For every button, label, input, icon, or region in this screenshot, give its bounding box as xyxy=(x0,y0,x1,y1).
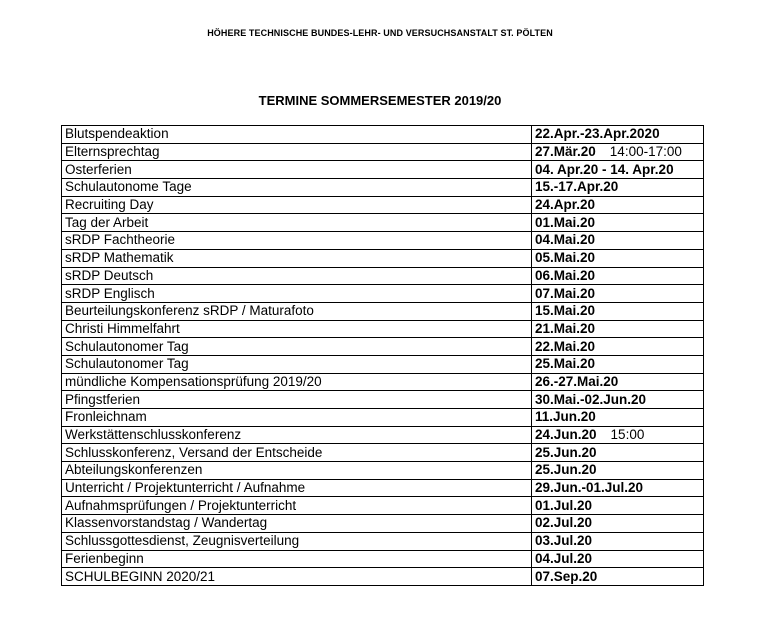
date-cell xyxy=(532,126,704,144)
event-cell: Aufnahmsprüfungen / Projektunterricht xyxy=(62,497,532,515)
date-value: 04. Apr.20 - 14. Apr.20 xyxy=(535,161,674,177)
table-row xyxy=(62,267,704,285)
date-cell xyxy=(532,462,704,480)
date-value: 25.Mai.20 xyxy=(535,356,596,372)
event-cell: Ferienbeginn xyxy=(62,550,532,568)
date-value: 07.Mai.20 xyxy=(535,285,596,301)
table-row xyxy=(62,126,704,144)
date-value: 15.-17.Apr.20 xyxy=(535,179,619,195)
date-cell xyxy=(532,426,704,444)
event-cell: Elternsprechtag xyxy=(62,143,532,161)
event-cell: mündliche Kompensationsprüfung 2019/20 xyxy=(62,373,532,391)
table-row xyxy=(62,515,704,533)
date-cell xyxy=(532,249,704,267)
event-cell: SCHULBEGINN 2020/21 xyxy=(62,568,532,586)
table-row xyxy=(62,497,704,515)
table-row xyxy=(62,532,704,550)
event-cell: Christi Himmelfahrt xyxy=(62,320,532,338)
date-value: 30.Mai.-02.Jun.20 xyxy=(535,391,647,407)
date-cell xyxy=(532,196,704,214)
date-value: 29.Jun.-01.Jul.20 xyxy=(535,480,644,496)
date-value: 11.Jun.20 xyxy=(535,409,596,425)
date-cell xyxy=(532,214,704,232)
table-row xyxy=(62,373,704,391)
date-cell xyxy=(532,373,704,391)
event-cell: Klassenvorstandstag / Wandertag xyxy=(62,515,532,533)
event-cell: Schlusskonferenz, Versand der Entscheide xyxy=(62,444,532,462)
schedule-body xyxy=(62,126,704,586)
table-row xyxy=(62,161,704,179)
date-cell xyxy=(532,267,704,285)
date-value: 05.Mai.20 xyxy=(535,250,596,266)
date-value: 06.Mai.20 xyxy=(535,267,596,283)
table-row xyxy=(62,391,704,409)
date-value: 22.Apr.-23.Apr.2020 xyxy=(535,126,660,142)
event-cell: Unterricht / Projektunterricht / Aufnahme xyxy=(62,479,532,497)
date-cell xyxy=(532,532,704,550)
table-row xyxy=(62,143,704,161)
table-row xyxy=(62,302,704,320)
event-cell: Fronleichnam xyxy=(62,409,532,427)
date-value: 25.Jun.20 xyxy=(535,444,597,460)
table-row xyxy=(62,479,704,497)
date-value: 22.Mai.20 xyxy=(535,338,596,354)
date-value: 21.Mai.20 xyxy=(535,320,596,336)
event-cell: Schulautonome Tage xyxy=(62,179,532,197)
event-cell: Abteilungskonferenzen xyxy=(62,462,532,480)
document-title: TERMINE SOMMERSEMESTER 2019/20 xyxy=(258,93,502,108)
date-value: 24.Apr.20 xyxy=(535,197,596,213)
school-name: HÖHERE TECHNISCHE BUNDES-LEHR- UND VERSUCHSANSTALT ST. PÖLTEN xyxy=(207,28,553,38)
date-cell xyxy=(532,338,704,356)
table-row xyxy=(62,426,704,444)
date-cell xyxy=(532,391,704,409)
table-row xyxy=(62,568,704,586)
date-value: 03.Jul.20 xyxy=(535,533,593,549)
event-cell: Tag der Arbeit xyxy=(62,214,532,232)
event-cell: Beurteilungskonferenz sRDP / Maturafoto xyxy=(62,302,532,320)
table-row xyxy=(62,338,704,356)
date-cell xyxy=(532,302,704,320)
date-cell xyxy=(532,568,704,586)
table-row xyxy=(62,249,704,267)
table-row xyxy=(62,196,704,214)
date-cell xyxy=(532,355,704,373)
date-value: 04.Jul.20 xyxy=(535,550,593,566)
time-value: 15:00 xyxy=(610,427,645,443)
date-value: 24.Jun.20 xyxy=(535,427,597,443)
event-cell: Blutspendeaktion xyxy=(62,126,532,144)
table-row xyxy=(62,550,704,568)
date-cell xyxy=(532,515,704,533)
date-value: 27.Mär.20 xyxy=(535,144,596,160)
date-cell xyxy=(532,479,704,497)
event-cell: sRDP Fachtheorie xyxy=(62,232,532,250)
date-value: 15.Mai.20 xyxy=(535,303,596,319)
event-cell: Schulautonomer Tag xyxy=(62,338,532,356)
date-cell xyxy=(532,161,704,179)
date-value: 04.Mai.20 xyxy=(535,232,596,248)
table-row xyxy=(62,232,704,250)
table-row xyxy=(62,462,704,480)
event-cell: Werkstättenschlusskonferenz xyxy=(62,426,532,444)
event-cell: Pfingstferien xyxy=(62,391,532,409)
table-row xyxy=(62,179,704,197)
event-cell: Recruiting Day xyxy=(62,196,532,214)
table-row xyxy=(62,285,704,303)
date-value: 25.Jun.20 xyxy=(535,462,597,478)
event-cell: Osterferien xyxy=(62,161,532,179)
schedule-table xyxy=(61,125,704,586)
date-value: 07.Sep.20 xyxy=(535,568,598,584)
date-value: 26.-27.Mai.20 xyxy=(535,373,619,389)
date-cell xyxy=(532,444,704,462)
date-value: 01.Mai.20 xyxy=(535,214,596,230)
event-cell: sRDP Deutsch xyxy=(62,267,532,285)
date-cell xyxy=(532,179,704,197)
table-row xyxy=(62,320,704,338)
date-value: 01.Jul.20 xyxy=(535,497,593,513)
table-row xyxy=(62,409,704,427)
event-cell: sRDP Englisch xyxy=(62,285,532,303)
date-cell xyxy=(532,497,704,515)
date-cell xyxy=(532,409,704,427)
date-cell xyxy=(532,143,704,161)
event-cell: Schlussgottesdienst, Zeugnisverteilung xyxy=(62,532,532,550)
table-row xyxy=(62,214,704,232)
date-cell xyxy=(532,320,704,338)
date-cell xyxy=(532,285,704,303)
event-cell: Schulautonomer Tag xyxy=(62,355,532,373)
event-cell: sRDP Mathematik xyxy=(62,249,532,267)
time-value: 14:00-17:00 xyxy=(609,144,682,160)
date-cell xyxy=(532,232,704,250)
date-value: 02.Jul.20 xyxy=(535,515,593,531)
table-row xyxy=(62,355,704,373)
table-row xyxy=(62,444,704,462)
date-cell xyxy=(532,550,704,568)
